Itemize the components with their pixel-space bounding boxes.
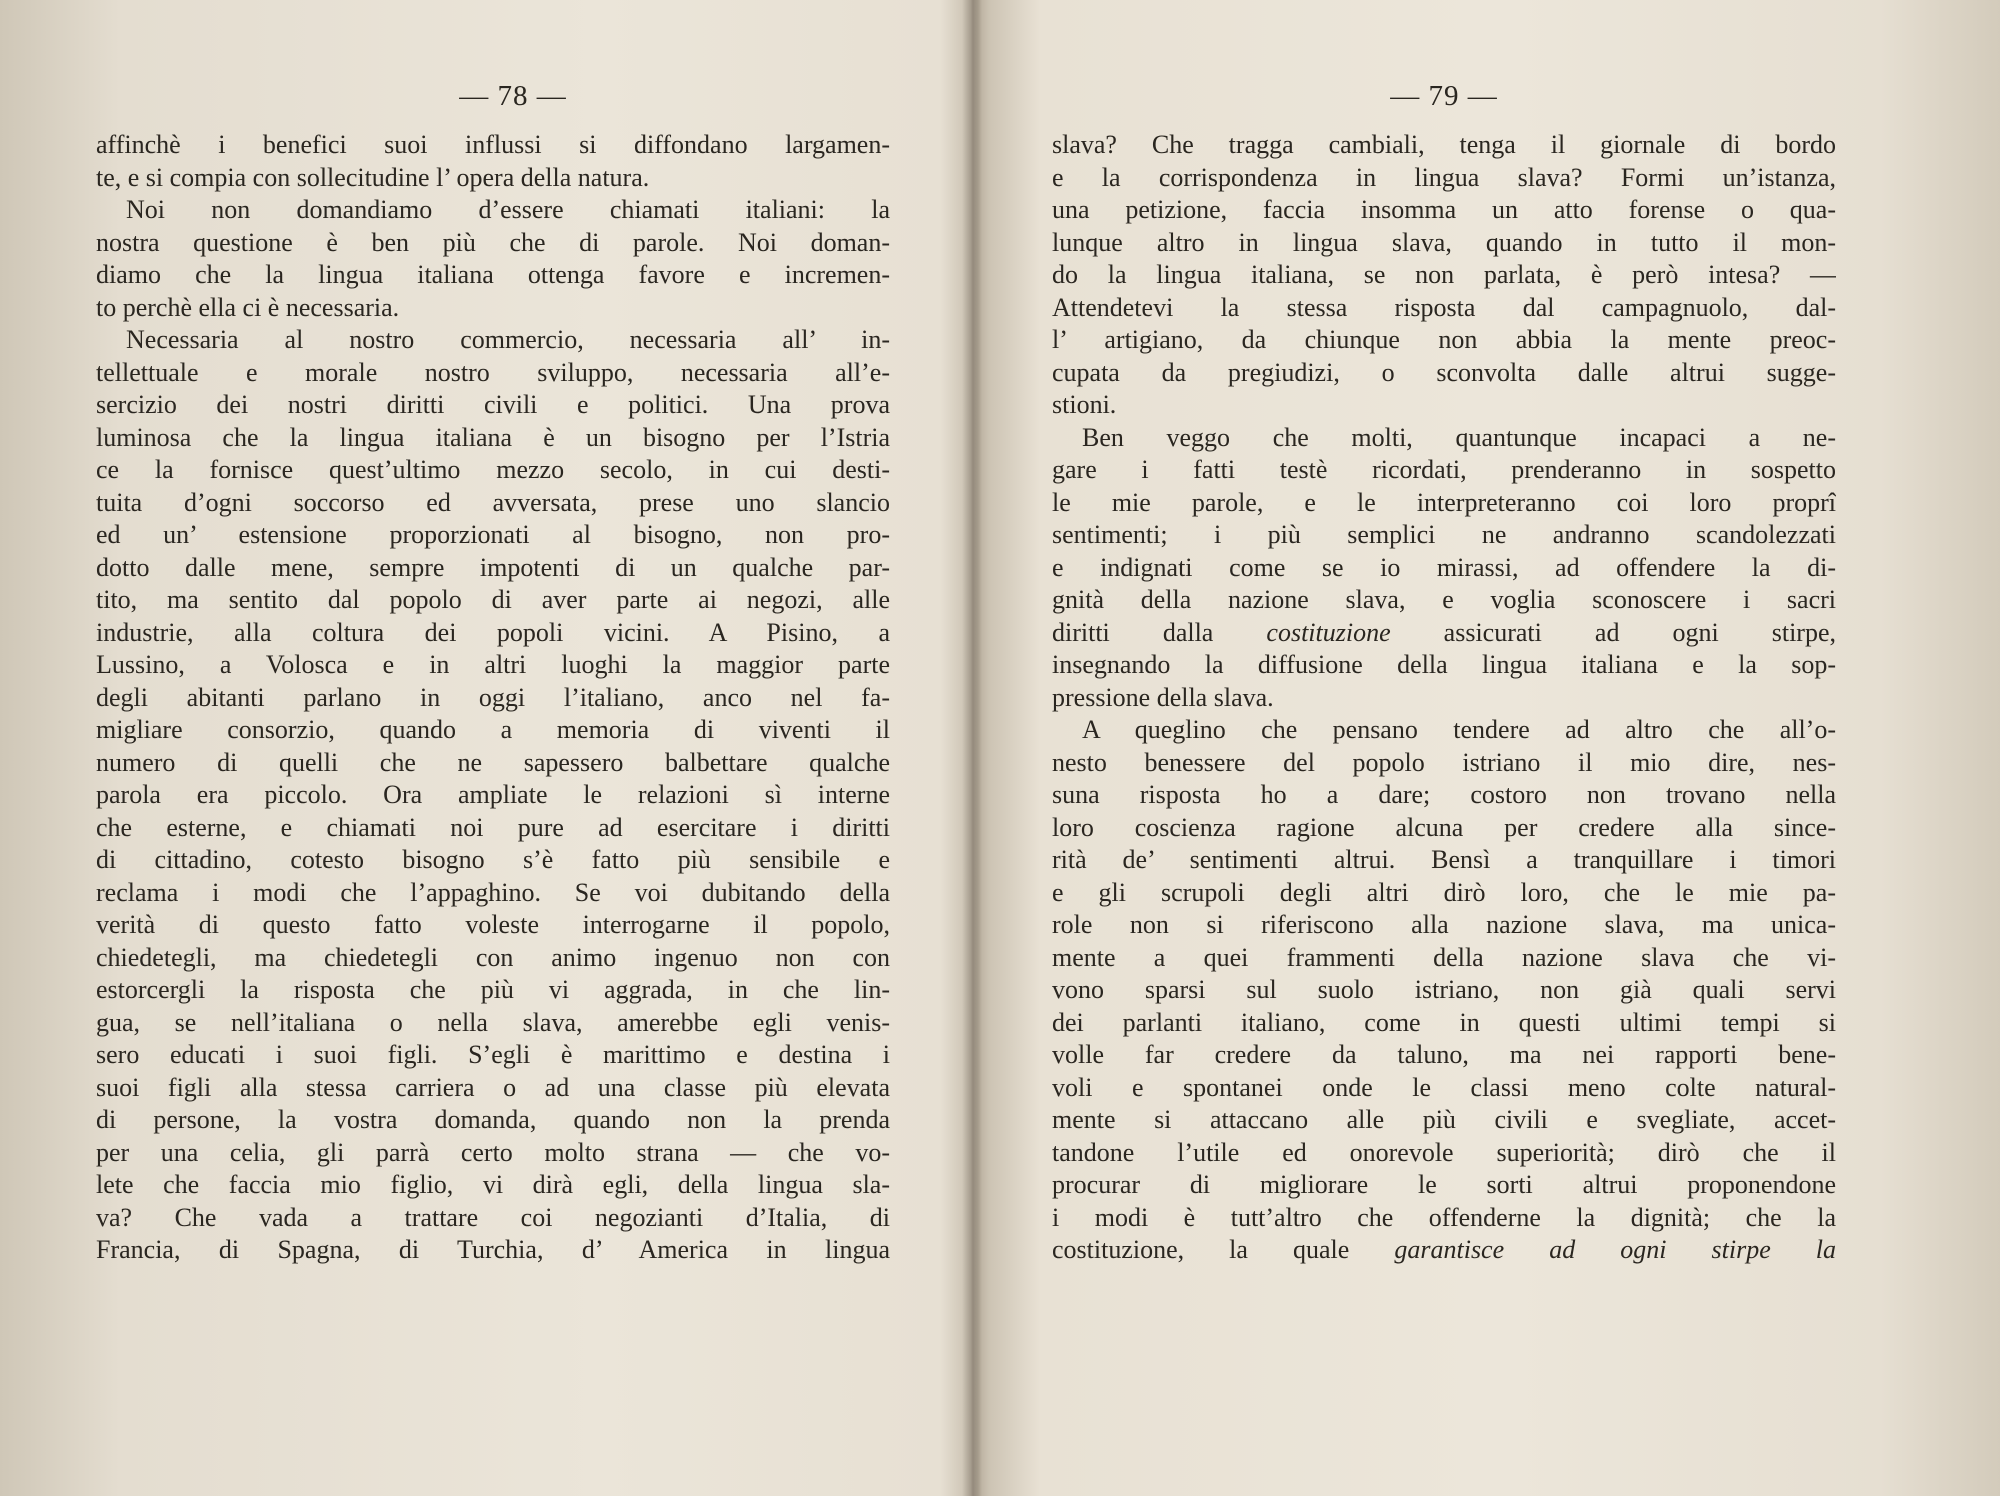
text-line: l’ artigiano, da chiunque non abbia la mente preoc-	[1052, 325, 1836, 354]
text-line: chiedetegli, ma chiedetegli con animo ingenuo non con	[96, 942, 890, 972]
text-line: loro coscienza ragione alcuna per credere alla since-	[1052, 812, 1836, 842]
text-fragment: diritti dalla	[1052, 617, 1214, 647]
text-line: industrie, alla coltura dei popoli vicini. A Pisino, a	[96, 617, 890, 647]
page-number: — 78 —	[459, 80, 567, 112]
text-line: tandone l’utile ed onorevole superiorità; dirò che il	[1052, 1137, 1836, 1167]
text-line: procurar di migliorare le sorti altrui proponendone	[1052, 1170, 1836, 1199]
text-line: mente si attaccano alle più civili e svegliate, accet-	[1052, 1105, 1836, 1134]
text-line: insegnando la diffusione della lingua italiana e la sop-	[1052, 650, 1836, 679]
text-fragment: assicurati ad ogni stirpe,	[1443, 617, 1836, 647]
text-line: tellettuale e morale nostro sviluppo, necessaria all’e-	[96, 357, 890, 387]
text-line: suoi figli alla stessa carriera o ad una classe più elevata	[96, 1072, 890, 1102]
text-line: A queglino che pensano tendere ad altro che all’o-	[1082, 715, 1836, 744]
text-line	[1052, 617, 1836, 650]
text-line: che esterne, e chiamati noi pure ad esercitare i diritti	[96, 812, 890, 842]
text-line: to perchè ella ci è necessaria.	[96, 292, 400, 322]
text-line: luminosa che la lingua italiana è un bisogno per l’Istria	[96, 422, 890, 452]
text-line: volle far credere da taluno, ma nei rapporti bene-	[1052, 1040, 1836, 1069]
text-line: rità de’ sentimenti altrui. Bensì a tranquillare i timori	[1052, 845, 1836, 874]
text-line: di persone, la vostra domanda, quando non la prenda	[96, 1105, 890, 1134]
text-line: per una celia, gli parrà certo molto strana — che vo-	[96, 1137, 890, 1167]
text-line: gare i fatti testè ricordati, prenderanno in sospetto	[1052, 455, 1836, 484]
text-line: reclama i modi che l’appaghino. Se voi dubitando della	[96, 877, 890, 907]
text-line: Noi non domandiamo d’essere chiamati italiani: la	[126, 195, 890, 224]
text-line: di cittadino, cotesto bisogno s’è fatto più sensibile e	[96, 845, 890, 874]
text-line	[1052, 1234, 1836, 1267]
text-line: le mie parole, e le interpreteranno coi loro proprî	[1052, 487, 1836, 517]
text-line: numero di quelli che ne sapessero balbettare qualche	[96, 747, 890, 777]
text-line: Attendetevi la stessa risposta dal campagnuolo, dal-	[1052, 292, 1836, 322]
text-line: e indignati come se io mirassi, ad offendere la di-	[1052, 552, 1836, 582]
text-line: tuita d’ogni soccorso ed avversata, prese uno slancio	[96, 487, 890, 517]
text-line: estorcergli la risposta che più vi aggrada, in che lin-	[96, 975, 890, 1004]
text-line: do la lingua italiana, se non parlata, è però intesa? —	[1052, 260, 1836, 289]
text-line: gnità della nazione slava, e voglia sconoscere i sacri	[1052, 585, 1836, 614]
text-line: nesto benessere del popolo istriano il mio dire, nes-	[1052, 747, 1836, 777]
text-line: migliare consorzio, quando a memoria di viventi il	[96, 715, 890, 744]
text-line: dotto dalle mene, sempre impotenti di un qualche par-	[96, 552, 890, 582]
text-line: sercizio dei nostri diritti civili e politici. Una prova	[96, 390, 890, 419]
left-page	[96, 80, 890, 1267]
text-line: voli e spontanei onde le classi meno colte natural-	[1052, 1072, 1836, 1102]
text-fragment: costituzione, la quale	[1052, 1235, 1350, 1264]
italic-text: costituzione	[1266, 617, 1391, 647]
text-line: e gli scrupoli degli altri dirò loro, che le mie pa-	[1052, 877, 1836, 907]
text-line: lunque altro in lingua slava, quando in tutto il mon-	[1052, 227, 1836, 257]
text-line: role non si riferiscono alla nazione slava, ma unica-	[1052, 910, 1836, 939]
text-line: sentimenti; i più semplici ne andranno scandolezzati	[1052, 520, 1836, 549]
right-page	[1052, 80, 1836, 1267]
text-line: mente a quei frammenti della nazione slava che vi-	[1052, 942, 1836, 972]
text-line: cupata da pregiudizi, o sconvolta dalle altrui sugge-	[1052, 357, 1836, 387]
text-line: i modi è tutt’altro che offenderne la dignità; che la	[1052, 1202, 1836, 1232]
page-number: — 79 —	[1390, 80, 1498, 112]
text-line: Francia, di Spagna, di Turchia, d’ America in lingua	[96, 1235, 890, 1264]
text-line: nostra questione è ben più che di parole. Noi doman-	[96, 227, 890, 257]
text-line: affinchè i benefici suoi influssi si diffondano largamen-	[96, 130, 890, 159]
text-line: vono sparsi sul suolo istriano, non già quali servi	[1052, 975, 1836, 1004]
text-line: una petizione, faccia insomma un atto forense o qua-	[1052, 195, 1836, 224]
text-line: va? Che vada a trattare coi negozianti d’Italia, di	[96, 1202, 890, 1232]
text-line: ed un’ estensione proporzionati al bisogno, non pro-	[96, 520, 890, 549]
italic-text: garantisce ad ogni stirpe la	[1394, 1235, 1836, 1264]
text-line: degli abitanti parlano in oggi l’italiano, anco nel fa-	[96, 682, 890, 712]
book-gutter	[962, 0, 982, 1496]
text-line: slava? Che tragga cambiali, tenga il giornale di bordo	[1052, 130, 1836, 159]
text-line: diamo che la lingua italiana ottenga favore e incremen-	[96, 260, 890, 289]
text-line: sero educati i suoi figli. S’egli è marittimo e destina i	[96, 1040, 890, 1069]
text-line: e la corrispondenza in lingua slava? Formi un’istanza,	[1052, 162, 1836, 192]
text-line: gua, se nell’italiana o nella slava, amerebbe egli venis-	[96, 1007, 890, 1037]
text-line: dei parlanti italiano, come in questi ultimi tempi si	[1052, 1007, 1836, 1037]
text-line: tito, ma sentito dal popolo di aver parte ai negozi, alle	[96, 585, 890, 614]
text-line: Ben veggo che molti, quantunque incapaci a ne-	[1082, 422, 1836, 452]
text-line: lete che faccia mio figlio, vi dirà egli, della lingua sla-	[96, 1170, 890, 1199]
text-line: parola era piccolo. Ora ampliate le relazioni sì interne	[96, 780, 890, 809]
text-line: suna risposta ho a dare; costoro non trovano nella	[1052, 780, 1836, 809]
text-line: verità di questo fatto voleste interrogarne il popolo,	[96, 910, 890, 939]
text-line: Necessaria al nostro commercio, necessaria all’ in-	[126, 325, 890, 354]
text-line: ce la fornisce quest’ultimo mezzo secolo, in cui desti-	[96, 455, 890, 484]
text-line: Lussino, a Volosca e in altri luoghi la maggior parte	[96, 650, 890, 679]
text-line: te, e si compia con sollecitudine l’ opera della natura.	[96, 162, 650, 192]
text-line: stioni.	[1052, 390, 1117, 419]
text-line: pressione della slava.	[1052, 682, 1274, 712]
